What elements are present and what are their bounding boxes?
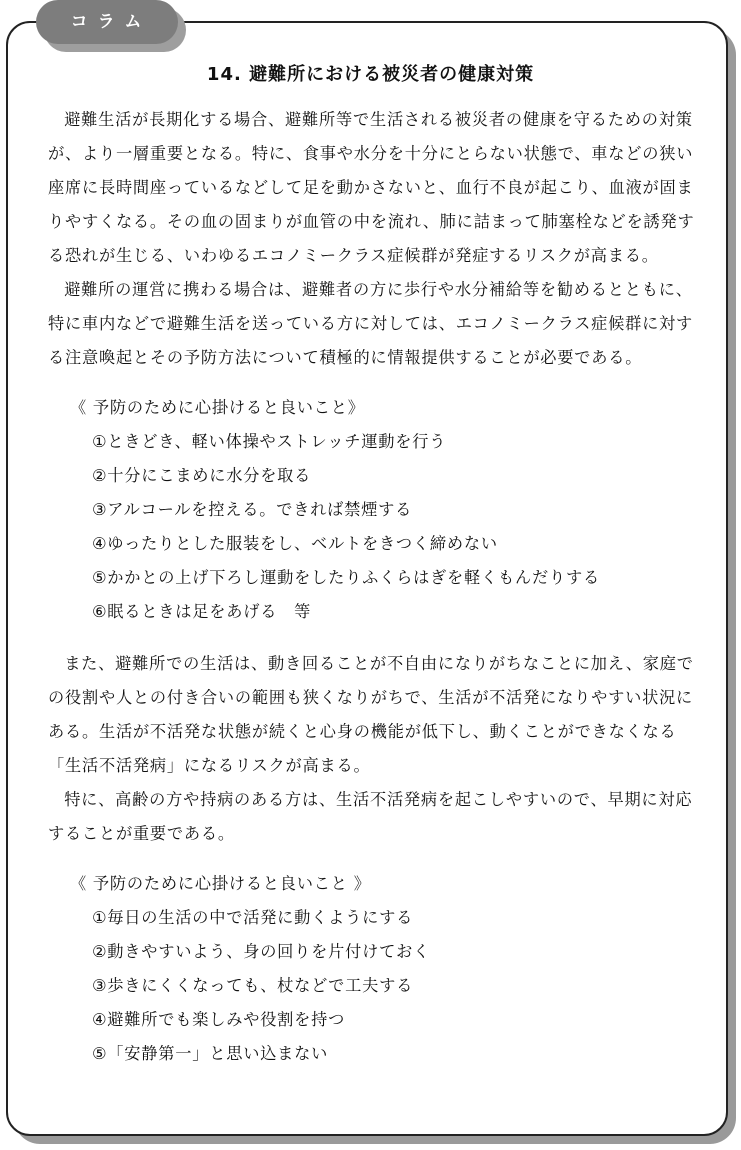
list-item: ④避難所でも楽しみや役割を持つ	[92, 1010, 346, 1029]
list-item: ②動きやすいよう、身の回りを片付けておく	[92, 942, 431, 961]
paragraph: 特に、高齢の方や持病のある方は、生活不活発病を起こしやすいので、早期に対応することが重要である。	[48, 790, 693, 843]
paragraph: 避難所の運営に携わる場合は、避難者の方に歩行や水分補給等を勧めるとともに、特に車内などで避難生活を送っている方に対しては、エコノミークラス症候群に対する注意喚起とその予防方法について積極的に情報提供することが必要である。	[48, 280, 694, 367]
list-item: ②十分にこまめに水分を取る	[92, 466, 312, 485]
list-item: ④ゆったりとした服装をし、ベルトをきつく締めない	[92, 534, 498, 553]
list-heading: 《 予防のために心掛けると良いこと》	[70, 398, 365, 417]
list-item: ③アルコールを控える。できれば禁煙する	[92, 500, 413, 519]
list-item: ⑤かかとの上げ下ろし運動をしたりふくらはぎを軽くもんだりする	[92, 568, 600, 587]
list-item: ⑤「安静第一」と思い込まない	[92, 1044, 329, 1063]
list-item: ①ときどき、軽い体操やストレッチ運動を行う	[92, 432, 447, 451]
spacer	[48, 629, 708, 647]
column-content	[48, 103, 708, 1071]
list-item: ⑥眠るときは足をあげる 等	[92, 602, 312, 621]
paragraph: 避難生活が長期化する場合、避難所等で生活される被災者の健康を守るための対策が、より一層重要となる。特に、食事や水分を十分にとらない状態で、車などの狭い座席に長時間座っているなどして足を動かさないと、血行不良が起こり、血液が固まりやすくなる。その血の固まりが血管の中を流れ、肺に詰まって肺塞栓などを誘発する恐れが生じる、いわゆるエコノミークラス症候群が発症するリスクが高まる。	[48, 110, 695, 265]
list-heading: 《 予防のために心掛けると良いこと 》	[70, 874, 371, 893]
column-title: 14. 避難所における被災者の健康対策	[206, 64, 535, 85]
list-item: ③歩きにくくなっても、杖などで工夫する	[92, 976, 414, 995]
prevention-list-inactivity	[48, 901, 708, 1071]
column-tab-label: コラム	[36, 0, 178, 44]
prevention-list-economy-class	[48, 425, 708, 629]
paragraph: また、避難所での生活は、動き回ることが不自由になりがちなことに加え、家庭での役割や人との付き合いの範囲も狭くなりがちで、生活が不活発になりやすい状況にある。生活が不活発な状態が続くと心身の機能が低下し、動くことができなくなる「生活不活発病」になるリスクが高まる。	[48, 654, 694, 775]
list-item: ①毎日の生活の中で活発に動くようにする	[92, 908, 414, 927]
